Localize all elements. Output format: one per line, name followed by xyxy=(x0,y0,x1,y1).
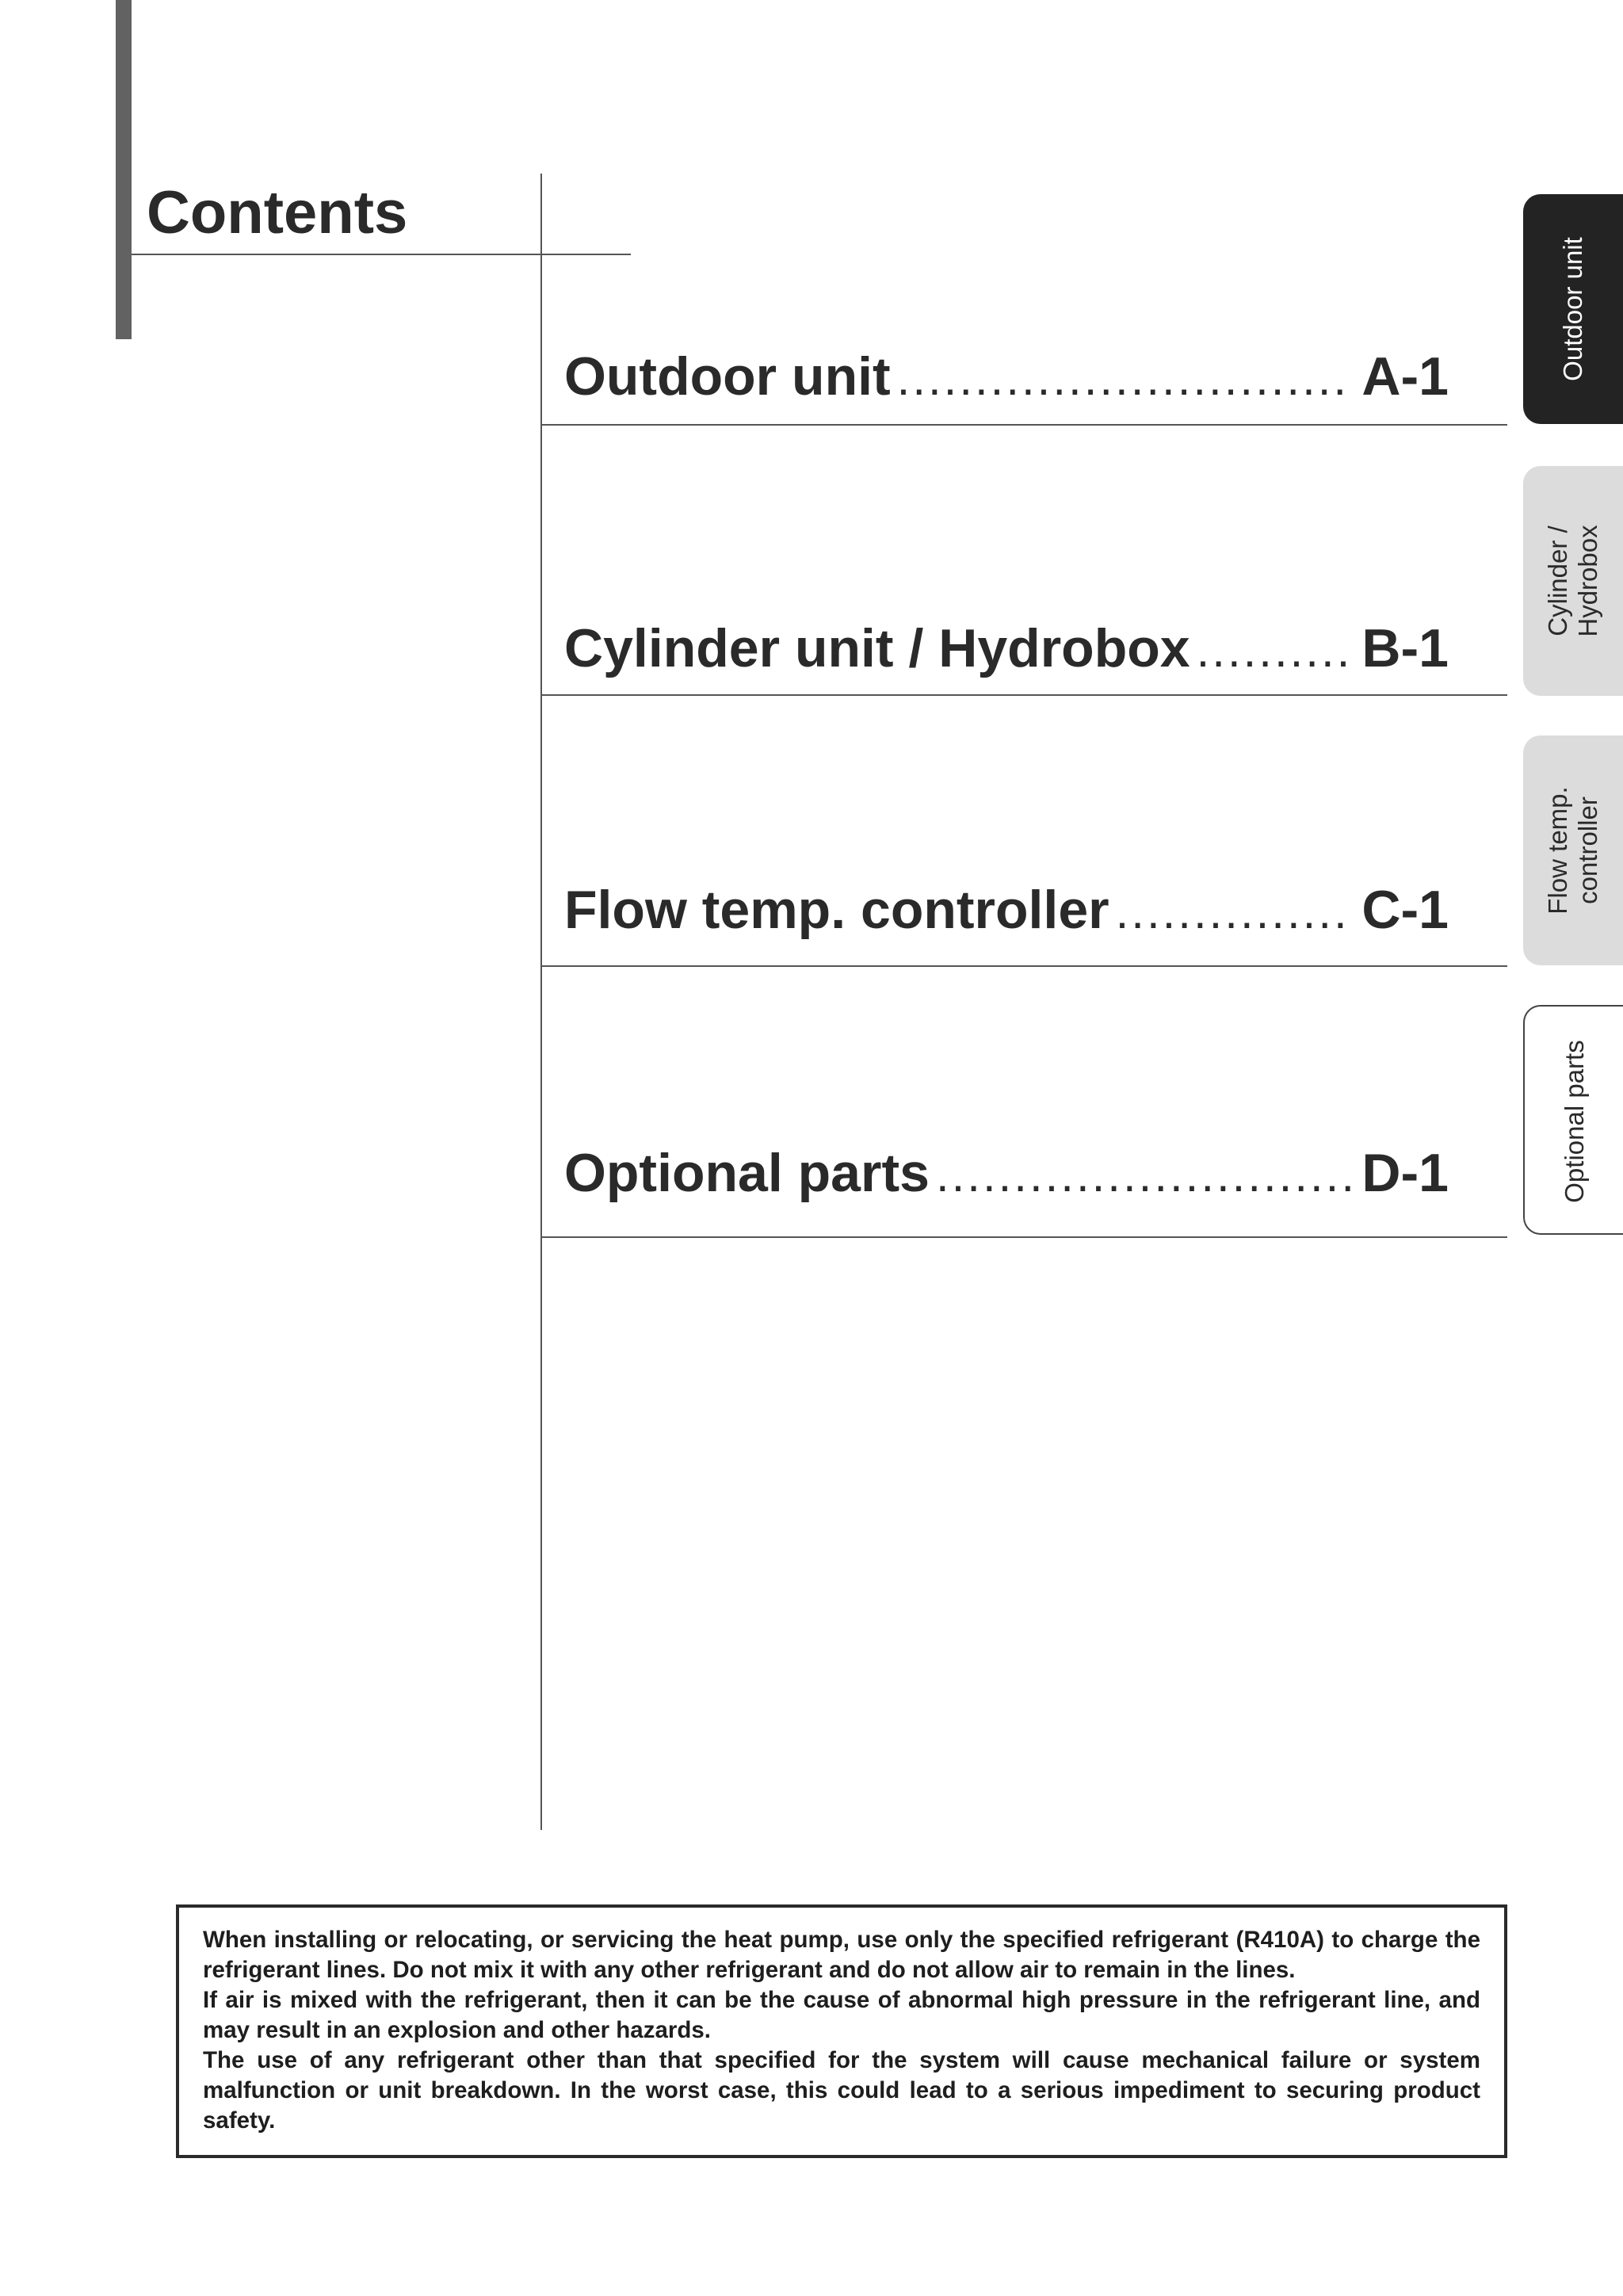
side-tab-label: Optional parts xyxy=(1560,1040,1589,1203)
toc-entry-label: Flow temp. controller xyxy=(564,880,1109,940)
toc-separator xyxy=(542,965,1507,967)
side-tab-outdoor-unit[interactable] xyxy=(1523,194,1623,424)
header-accent-bar xyxy=(116,0,132,339)
toc-entry-label: Optional parts xyxy=(564,1143,930,1203)
toc-separator xyxy=(542,1236,1507,1238)
toc-entry-optional-parts[interactable] xyxy=(564,1137,1449,1209)
side-tab-cylinder-hydrobox[interactable] xyxy=(1523,466,1623,696)
toc-entry-flow-temp-controller[interactable] xyxy=(564,874,1449,946)
toc-entry-label: Outdoor unit xyxy=(564,346,891,407)
toc-dot-leader xyxy=(1197,615,1353,686)
warning-paragraph: If air is mixed with the refrigerant, then it can be the cause of abnormal high pressure in the refrigerant line, and may result in an explosion and other hazards. xyxy=(203,1987,1480,2043)
toc-page-number: B-1 xyxy=(1361,618,1449,678)
toc-entry-cylinder-unit-hydrobox[interactable] xyxy=(564,613,1449,684)
toc-entry-label: Cylinder unit / Hydrobox xyxy=(564,618,1190,678)
toc-dot-leader xyxy=(936,1140,1352,1211)
toc-page-number: C-1 xyxy=(1361,880,1449,940)
toc-page-number: D-1 xyxy=(1361,1143,1449,1203)
warning-paragraph: When installing or relocating, or servicing the heat pump, use only the specified refrigerant (R410A) to charge the refrigerant lines. Do not mix it with any other refrigerant and do not allow air to remain in the lines. xyxy=(203,1927,1480,1983)
toc-page-number: A-1 xyxy=(1361,346,1449,407)
toc-vertical-divider xyxy=(540,174,542,1830)
toc-dot-leader xyxy=(897,343,1353,415)
title-underline xyxy=(132,254,631,255)
side-tab-label: Cylinder / Hydrobox xyxy=(1543,525,1602,637)
page-title: Contents xyxy=(147,179,408,246)
side-tab-label: Flow temp. controller xyxy=(1543,786,1602,915)
side-tab-flow-temp-controller[interactable] xyxy=(1523,735,1623,965)
toc-dot-leader xyxy=(1116,877,1353,948)
toc-separator xyxy=(542,424,1507,426)
warning-paragraph: The use of any refrigerant other than that specified for the system will cause mechanical failure or system malfunction or unit breakdown. In the worst case, this could lead to a serious impediment to securing product safety. xyxy=(203,2047,1480,2134)
refrigerant-warning-box xyxy=(176,1904,1507,2158)
side-tab-label: Outdoor unit xyxy=(1558,237,1587,381)
toc-separator xyxy=(542,694,1507,696)
toc-entry-outdoor-unit[interactable] xyxy=(564,341,1449,412)
side-tab-optional-parts[interactable] xyxy=(1523,1005,1623,1235)
